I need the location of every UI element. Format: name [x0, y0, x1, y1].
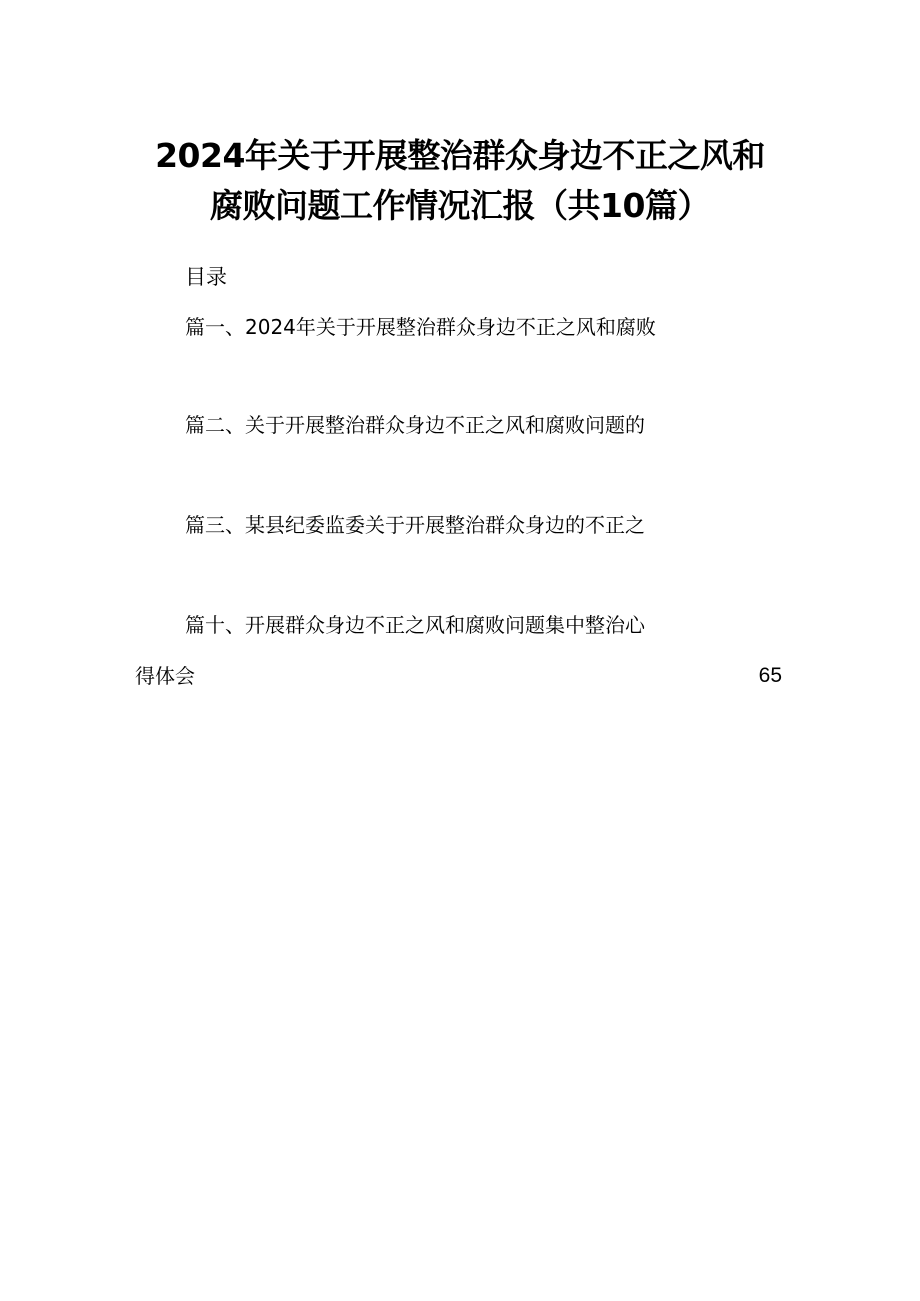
toc-entry-1[interactable]: 篇一、2024年关于开展整治群众身边不正之风和腐败 [185, 315, 656, 339]
document-title-line-2: 腐败问题工作情况汇报（共10篇） [210, 186, 710, 225]
document-title-line-1: 2024年关于开展整治群众身边不正之风和 [155, 136, 765, 175]
toc-entry-10[interactable]: 篇十、开展群众身边不正之风和腐败问题集中整治心 [185, 613, 645, 637]
toc-entry-10-page-number: 65 [758, 664, 782, 687]
toc-heading: 目录 [185, 265, 227, 289]
toc-entry-3[interactable]: 篇三、某县纪委监委关于开展整治群众身边的不正之 [185, 513, 645, 537]
toc-entry-2[interactable]: 篇二、关于开展整治群众身边不正之风和腐败问题的 [185, 413, 645, 437]
toc-entry-10-continuation[interactable]: 得体会 [135, 664, 195, 688]
